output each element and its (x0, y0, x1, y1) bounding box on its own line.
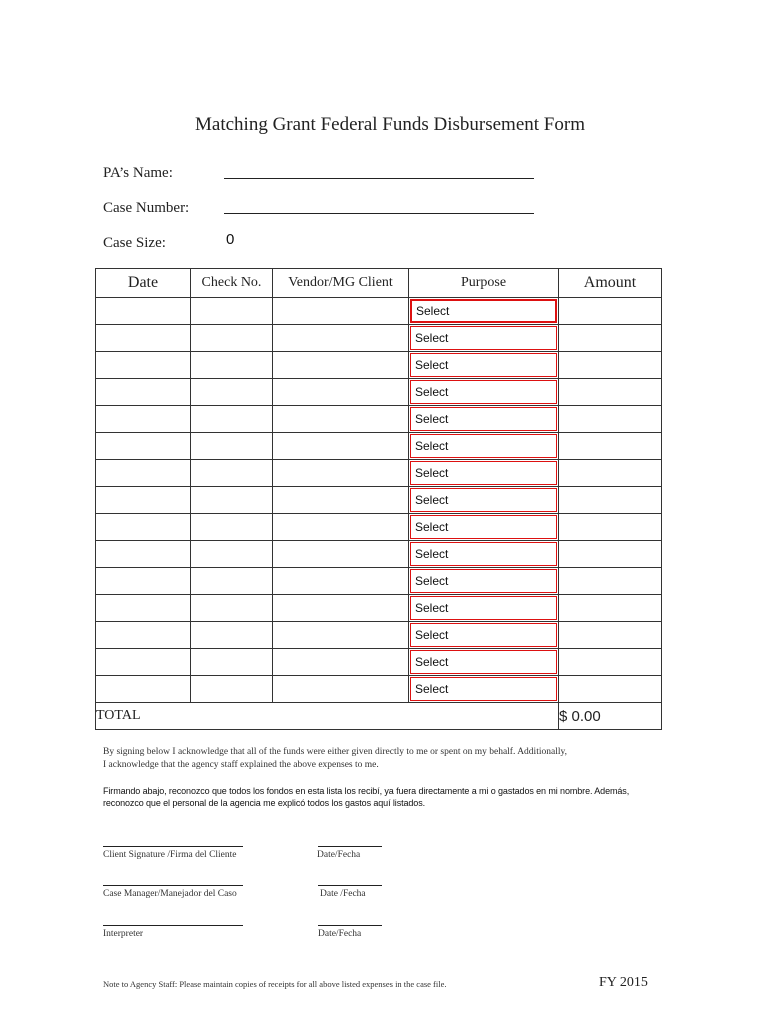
purpose-cell (409, 298, 559, 325)
table-row (96, 676, 662, 703)
total-amount: $ 0.00 (559, 703, 662, 730)
purpose-select[interactable]: Select (410, 488, 557, 512)
case-number-field[interactable] (224, 213, 534, 214)
total-label: TOTAL (96, 703, 409, 730)
table-row (96, 352, 662, 379)
purpose-select[interactable]: Select (410, 299, 557, 323)
check-no-cell[interactable] (191, 460, 273, 487)
case-manager-label: Case Manager/Manejador del Caso (103, 889, 237, 899)
agency-staff-note: Note to Agency Staff: Please maintain copies of receipts for all above listed expenses in the case file. (103, 979, 447, 989)
table-row (96, 487, 662, 514)
amount-cell[interactable] (559, 541, 662, 568)
table-row (96, 298, 662, 325)
purpose-cell (409, 595, 559, 622)
purpose-cell (409, 568, 559, 595)
header-amount: Amount (559, 269, 662, 298)
header-check-no: Check No. (191, 269, 273, 298)
purpose-cell (409, 379, 559, 406)
interpreter-label: Interpreter (103, 929, 144, 939)
case-size-label: Case Size: (103, 235, 166, 251)
table-row (96, 433, 662, 460)
interpreter-signature-line[interactable] (103, 925, 243, 926)
purpose-select[interactable]: Select (410, 569, 557, 593)
case-manager-signature-line[interactable] (103, 885, 243, 886)
table-row (96, 649, 662, 676)
purpose-cell (409, 325, 559, 352)
client-signature-label: Client Signature /Firma del Cliente (103, 850, 237, 860)
table-row (96, 595, 662, 622)
ack-english-line2: I acknowledge that the agency staff explained the above expenses to me. (103, 760, 379, 770)
header-vendor: Vendor/MG Client (273, 269, 409, 298)
amount-cell[interactable] (559, 649, 662, 676)
purpose-select[interactable]: Select (410, 461, 557, 485)
amount-cell[interactable] (559, 406, 662, 433)
vendor-cell[interactable] (273, 487, 409, 514)
table-header-row (96, 269, 662, 298)
purpose-cell (409, 352, 559, 379)
vendor-cell[interactable] (273, 622, 409, 649)
table-row (96, 622, 662, 649)
check-no-cell[interactable] (191, 649, 273, 676)
date-cell[interactable] (96, 514, 191, 541)
vendor-cell[interactable] (273, 433, 409, 460)
purpose-cell (409, 622, 559, 649)
interpreter-date-label: Date/Fecha (318, 929, 362, 939)
interpreter-date-line[interactable] (318, 925, 382, 926)
vendor-cell[interactable] (273, 676, 409, 703)
purpose-cell (409, 487, 559, 514)
case-number-label: Case Number: (103, 200, 190, 216)
date-cell[interactable] (96, 325, 191, 352)
date-cell[interactable] (96, 568, 191, 595)
client-date-line[interactable] (318, 846, 382, 847)
vendor-cell[interactable] (273, 460, 409, 487)
total-spacer (409, 703, 559, 730)
ack-english-line1: By signing below I acknowledge that all of the funds were either given directly to me or spent on my behalf. Additionally, (103, 747, 567, 757)
vendor-cell[interactable] (273, 379, 409, 406)
date-cell[interactable] (96, 298, 191, 325)
date-cell[interactable] (96, 433, 191, 460)
check-no-cell[interactable] (191, 325, 273, 352)
form-title: Matching Grant Federal Funds Disbursement Form (195, 114, 585, 135)
vendor-cell[interactable] (273, 352, 409, 379)
purpose-select[interactable]: Select (410, 542, 557, 566)
amount-cell[interactable] (559, 622, 662, 649)
amount-cell[interactable] (559, 568, 662, 595)
amount-cell[interactable] (559, 325, 662, 352)
purpose-cell (409, 541, 559, 568)
date-cell[interactable] (96, 622, 191, 649)
date-cell[interactable] (96, 649, 191, 676)
total-row (96, 703, 662, 730)
header-purpose: Purpose (409, 269, 559, 298)
vendor-cell[interactable] (273, 406, 409, 433)
vendor-cell[interactable] (273, 298, 409, 325)
purpose-select[interactable]: Select (410, 380, 557, 404)
fiscal-year: FY 2015 (599, 975, 648, 990)
ack-spanish-line1: Firmando abajo, reconozco que todos los fondos en esta lista los recibí, ya fuera directamente a mi o gastados en mi nombre. Además, (103, 786, 630, 796)
table-row (96, 568, 662, 595)
date-cell[interactable] (96, 487, 191, 514)
purpose-cell (409, 406, 559, 433)
pa-name-field[interactable] (224, 178, 534, 179)
case-manager-date-label: Date /Fecha (320, 889, 366, 899)
amount-cell[interactable] (559, 514, 662, 541)
purpose-select[interactable]: Select (410, 326, 557, 350)
amount-cell[interactable] (559, 487, 662, 514)
date-cell[interactable] (96, 460, 191, 487)
check-no-cell[interactable] (191, 298, 273, 325)
check-no-cell[interactable] (191, 676, 273, 703)
vendor-cell[interactable] (273, 568, 409, 595)
table-row (96, 379, 662, 406)
check-no-cell[interactable] (191, 514, 273, 541)
check-no-cell[interactable] (191, 541, 273, 568)
purpose-cell (409, 433, 559, 460)
purpose-cell (409, 460, 559, 487)
check-no-cell[interactable] (191, 622, 273, 649)
amount-cell[interactable] (559, 298, 662, 325)
date-cell[interactable] (96, 676, 191, 703)
case-size-value[interactable]: 0 (226, 231, 235, 248)
case-manager-date-line[interactable] (318, 885, 382, 886)
purpose-select[interactable]: Select (410, 623, 557, 647)
amount-cell[interactable] (559, 379, 662, 406)
table-row (96, 325, 662, 352)
vendor-cell[interactable] (273, 325, 409, 352)
check-no-cell[interactable] (191, 352, 273, 379)
table-row (96, 514, 662, 541)
purpose-select[interactable]: Select (410, 596, 557, 620)
amount-cell[interactable] (559, 676, 662, 703)
purpose-cell (409, 514, 559, 541)
check-no-cell[interactable] (191, 595, 273, 622)
date-cell[interactable] (96, 541, 191, 568)
vendor-cell[interactable] (273, 541, 409, 568)
ack-spanish-line2: reconozco que el personal de la agencia me explicó todos los gastos aquí listados. (103, 798, 426, 808)
purpose-cell (409, 649, 559, 676)
table-row (96, 541, 662, 568)
disbursement-table (95, 268, 662, 730)
purpose-select[interactable]: Select (410, 515, 557, 539)
date-cell[interactable] (96, 352, 191, 379)
purpose-select[interactable]: Select (410, 407, 557, 431)
table-row (96, 406, 662, 433)
header-date: Date (96, 269, 191, 298)
date-cell[interactable] (96, 379, 191, 406)
purpose-cell (409, 676, 559, 703)
check-no-cell[interactable] (191, 406, 273, 433)
vendor-cell[interactable] (273, 649, 409, 676)
check-no-cell[interactable] (191, 487, 273, 514)
check-no-cell[interactable] (191, 568, 273, 595)
vendor-cell[interactable] (273, 514, 409, 541)
purpose-select[interactable]: Select (410, 353, 557, 377)
client-signature-line[interactable] (103, 846, 243, 847)
amount-cell[interactable] (559, 595, 662, 622)
purpose-select[interactable]: Select (410, 650, 557, 674)
purpose-select[interactable]: Select (410, 434, 557, 458)
purpose-select[interactable]: Select (410, 677, 557, 701)
amount-cell[interactable] (559, 352, 662, 379)
amount-cell[interactable] (559, 433, 662, 460)
check-no-cell[interactable] (191, 379, 273, 406)
date-cell[interactable] (96, 595, 191, 622)
check-no-cell[interactable] (191, 433, 273, 460)
vendor-cell[interactable] (273, 595, 409, 622)
table-row (96, 460, 662, 487)
amount-cell[interactable] (559, 460, 662, 487)
date-cell[interactable] (96, 406, 191, 433)
pa-name-label: PA’s Name: (103, 165, 173, 181)
client-date-label: Date/Fecha (317, 850, 361, 860)
